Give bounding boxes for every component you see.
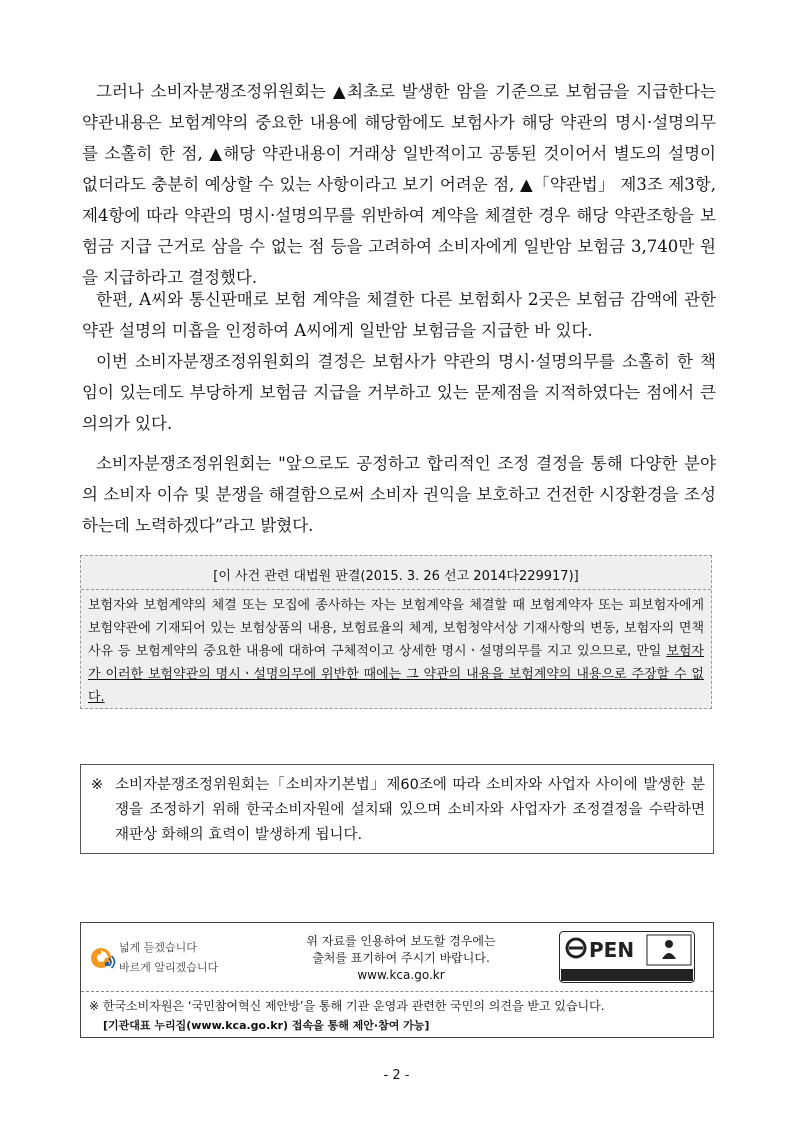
citation-url: www.kca.go.kr [357,968,445,982]
kca-slogan [89,935,269,979]
ruling-body [88,594,704,709]
participation-notice: ※ 한국소비자원은 ‘국민참여혁신 제안방’을 통해 기관 운영과 관련한 국민의 의견을 받고 있습니다. [89,999,605,1013]
footer-divider [81,991,713,992]
paragraph-other-insurers: 한편, A씨와 통신판매로 보험 계약을 체결한 다른 보험회사 2곳은 보험금 감액에 관한 약관 설명의 미흡을 인정하여 A씨에게 일반암 보험금을 지급한 바 있다. [82,290,716,340]
reference-mark: ※ [91,777,104,793]
svg-text:PEN: PEN [589,938,635,962]
citation-notice [271,933,531,984]
supreme-court-ruling-box [80,555,712,709]
committee-notice-text: 소비자분쟁조정위원회는「소비자기본법」제60조에 따라 소비자와 사업자 사이에 발생한 분쟁을 조정하기 위해 한국소비자원에 설치돼 있으며 소비자와 사업자가 조정결정을 수락하면 재판상 화해의 효력이 발생하게 됩니다. [115,777,705,843]
paragraph-committee-statement: 소비자분쟁조정위원회는 "앞으로도 공정하고 합리적인 조정 결정을 통해 다양한 분야의 소비자 이슈 및 분쟁을 해결함으로써 소비자 권익을 보호하고 건전한 시장환경을 조성하는데 노력하겠다”라고 밝혔다. [82,454,716,535]
ruling-title: [이 사건 관련 대법원 판결(2015. 3. 26 선고 2014다229917)] [213,569,579,584]
citation-line-1: 위 자료를 인용하여 보도할 경우에는 [306,934,496,948]
participation-link-notice: [기관대표 누리집(www.kca.go.kr) 접속을 통해 제안·참여 가능] [103,1019,430,1032]
ruling-divider [81,589,711,590]
kogl-open-license-logo [559,931,695,983]
committee-notice-box [80,764,714,854]
slogan-inform: 바르게 알리겠습니다 [119,961,219,974]
paragraph-decision-reasons: 그러나 소비자분쟁조정위원회는 ▲최초로 발생한 암을 기준으로 보험금을 지급한다는 약관내용은 보험계약의 중요한 내용에 해당함에도 보험사가 해당 약관의 명시·설명의무를 소홀히 한 점, ▲해당 약관내용이 거래상 일반적이고 공통된 것이어서 별도의 설명이 없더라도 충분히 예상할 수 있는 사항이라고 보기 어려운 점, ▲「약관법」 제3조 제3항, 제4항에 따라 약관의 명시·설명의무를 위반하여 계약을 체결한 경우 해당 약관조항을 보험금 지급 근거로 삼을 수 없는 점 등을 고려하여 소비자에게 일반암 보험금 3,740만 원을 지급하라고 결정했다. [82,82,716,287]
ruling-body-plain: 보험자와 보험계약의 체결 또는 모집에 종사하는 자는 보험계약을 체결할 때 보험계약자 또는 피보험자에게 보험약관에 기재되어 있는 보험상품의 내용, 보험료율의 체계, 보험청약서상 기재사항의 변동, 보험자의 면책사유 등 보험계약의 중요한 내용에 대하여 구체적이고 상세한 명시ㆍ설명의무를 지고 있으므로, 만일 [88,598,704,659]
paragraph-significance: 이번 소비자분쟁조정위원회의 결정은 보험사가 약관의 명시·설명의무를 소홀히 한 책임이 있는데도 부당하게 보험금 지급을 거부하고 있는 문제점을 지적하였다는 점에서 큰 의의가 있다. [82,352,716,433]
ruling-body-underlined: 보험자가 이러한 보험약관의 명시ㆍ설명의무에 위반한 때에는 그 약관의 내용을 보험계약의 내용으로 주장할 수 없다. [88,644,704,705]
page-number: - 2 - [383,1068,410,1083]
citation-line-2: 출처를 표기하여 주시기 바랍니다. [312,951,490,965]
slogan-listen: 넓게 듣겠습니다 [119,941,197,954]
footer-box [80,922,714,1038]
footer-top-row [81,923,713,991]
